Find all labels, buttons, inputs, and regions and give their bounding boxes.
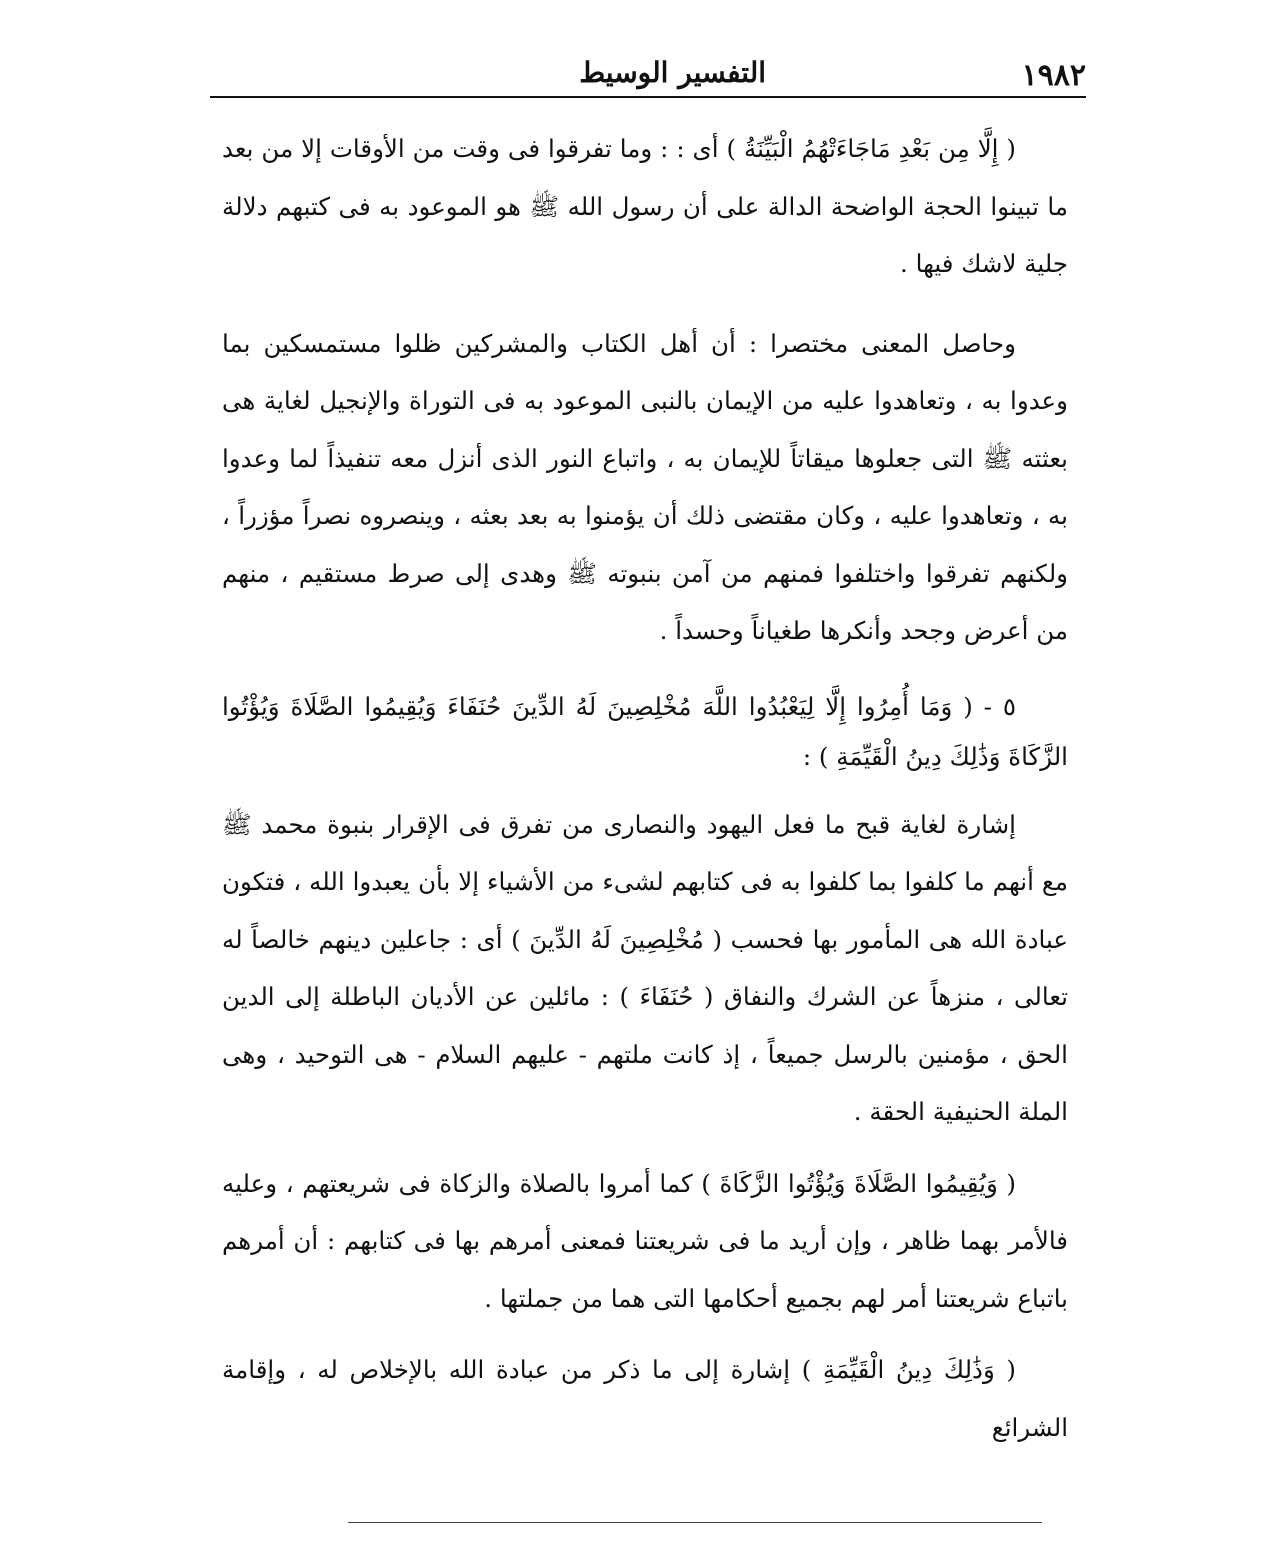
paragraph-2: وحاصل المعنى مختصرا : أن أهل الكتاب والمشركين ظلوا مستمسكين بما وعدوا به ، وتعاهدوا عليه من الإيمان بالنبى الموعود به فى التوراة والإنجيل لغاية هى بعثته ﷺ التى جعلوها ميقاتاً للإيمان به ، واتباع النور الذى أنزل معه تنفيذاً لما وعدوا به ، وتعاهدوا عليه ، وكان مقتضى ذلك أن يؤمنوا به بعد بعثه ، وينصروه نصراً مؤزراً ، ولكنهم تفرقوا واختلفوا فمنهم من آمن بنبوته ﷺ وهدى إلى صرط مستقيم ، منهم من أعرض وجحد وأنكرها طغياناً وحسداً . — [222, 328, 1068, 645]
verse-5: ٥ - ( وَمَا أُمِرُوا إِلَّا لِيَعْبُدُوا اللَّهَ مُخْلِصِينَ لَهُ الدِّينَ حُنَفَاءَ وَيُقِيمُوا الصَّلَاةَ وَيُؤْتُوا الزَّكَاةَ وَذَٰلِكَ دِينُ الْقَيِّمَةِ ) : — [222, 691, 1068, 771]
paragraph-1: ( إِلَّا مِن بَعْدِ مَاجَاءَتْهُمُ الْبَيِّنَةُ ) أى : : وما تفرقوا فى وقت من الأوقات إلا من بعد ما تبينوا الحجة الواضحة الدالة على أن رسول الله ﷺ هو الموعود به فى كتبهم دلالة جلية لاشك فيها . — [222, 134, 1068, 278]
header-rule — [210, 96, 1086, 98]
page-header — [210, 52, 1086, 98]
running-title: التفسير الوسيط — [579, 56, 766, 89]
paragraph-5: ( وَذَٰلِكَ دِينُ الْقَيِّمَةِ ) إشارة إلى ما ذكر من عبادة الله بالإخلاص له ، وإقامة الشرائع — [222, 1355, 1068, 1442]
page-body — [222, 120, 1068, 1456]
paragraph-3: إشارة لغاية قبح ما فعل اليهود والنصارى من تفرق فى الإقرار بنبوة محمد ﷺ مع أنهم ما كلفوا بما كلفوا به فى كتابهم لشىء من الأشياء إلا بأن يعبدوا الله ، فتكون عبادة الله هى المأمور بها فحسب ( مُخْلِصِينَ لَهُ الدِّينَ ) أى : جاعلين دينهم خالصاً له تعالى ، منزهاً عن الشرك والنفاق ( حُنَفَاءَ ) : مائلين عن الأديان الباطلة إلى الدين الحق ، مؤمنين بالرسل جميعاً ، إذ كانت ملتهم - عليهم السلام - هى التوحيد ، وهى الملة الحنيفية الحقة . — [222, 809, 1068, 1126]
footer-rule — [348, 1522, 1042, 1523]
page-number: ١٩٨٢ — [1021, 58, 1086, 93]
paragraph-4: ( وَيُقِيمُوا الصَّلَاةَ وَيُؤْتُوا الزَّكَاةَ ) كما أمروا بالصلاة والزكاة فى شريعتهم ، وعليه فالأمر بهما ظاهر ، وإن أريد ما فى شريعتنا فمعنى أمرهم بها فى كتابهم : أن أمرهم باتباع شريعتنا أمر لهم بجميع أحكامها التى هما من جملتها . — [222, 1168, 1068, 1313]
